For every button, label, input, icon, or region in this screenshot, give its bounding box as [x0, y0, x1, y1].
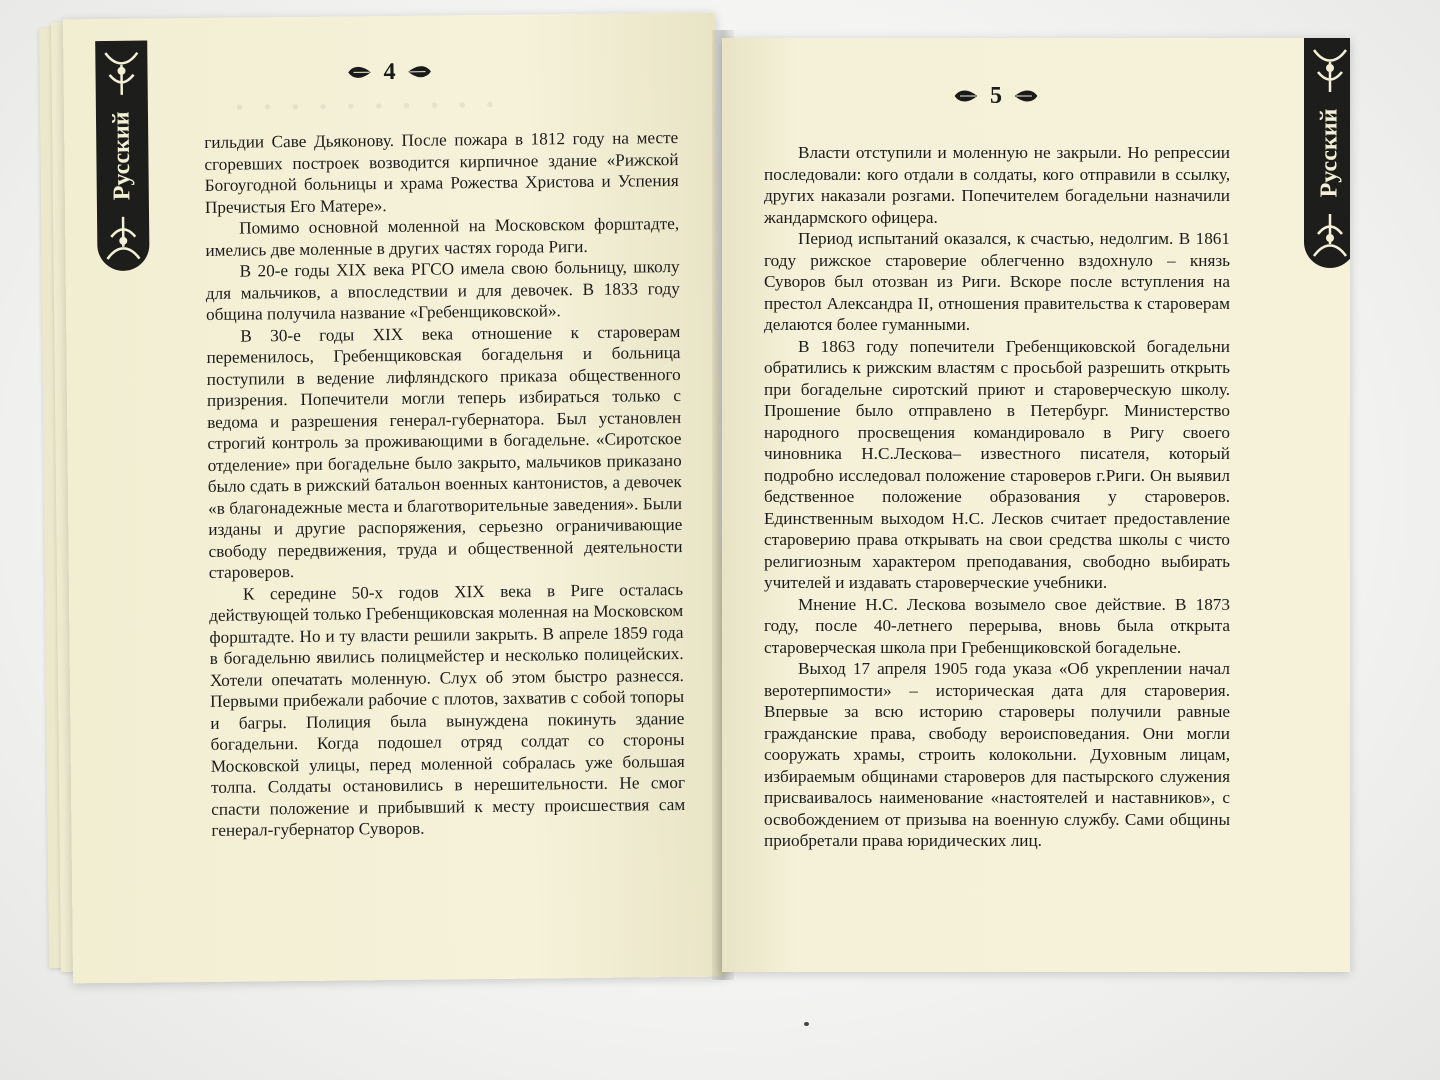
paragraph: В 20-е годы XIX века РГСО имела свою больницу, школу для мальчиков, а впоследствии и для девочек. В 1833 году община получила название «Гребенщиковской».: [205, 256, 680, 324]
paragraph: В 30-е годы XIX века отношение к староверам переменилось, Гребенщиковская богадельня и больница поступили в ведение лифляндского приказа общественного призрения. Попечители могли теперь избираться только с ведома и разрешения генерал-губернатора. Был установлен строгий контроль за проживающими в богадельне. «Сиротское отделение» при богадельне было закрыто, мальчиков приказано было сдать в рижский батальон военных кантонистов, а девочек «в благонадежные места и благотворительные заведения». Были изданы и другие распоряжения, серьезно ограничивающие свободу передвижения, труда и общественной деятельности староверов.: [206, 321, 683, 582]
tab-label: Русский: [1316, 108, 1343, 198]
page-header: [63, 55, 715, 90]
paragraph: Выход 17 апреля 1905 года указа «Об укреплении начал веротерпимости» – историческая дата для староверия. Впервые за всю историю староверы получили равные гражданские права, свободу вероисповедания. Они могли сооружать храмы, строить колокольни. Духовным лицам, избираемым общинами староверов для пастырского служения присваивалось наименование «настоятелей и наставников», с освобождением от призыва на военную службу. Сами общины приобретали права юридических лиц.: [764, 659, 1230, 850]
body-text: [764, 142, 1230, 852]
tab-label: Русский: [108, 111, 136, 201]
body-text: [204, 127, 685, 841]
paragraph: Помимо основной моленной на Московском форштадте, имелись две моленные в других частях города Риги.: [205, 213, 680, 260]
ornament-icon: [97, 213, 150, 268]
show-through-text: · · · · · · · · · ·: [233, 86, 500, 127]
ornament-icon: [1304, 42, 1350, 96]
leaf-ornament-icon: [952, 87, 980, 105]
page-number: 4: [383, 58, 396, 86]
right-page: [722, 38, 1350, 972]
paragraph: Период испытаний оказался, к счастью, недолгим. В 1861 году рижское староверие облегченно вздохнуло – князь Суворов был отозван из Риги. Вскоре после вступления на престол Александра II, отношения правительства к староверам делаются более гуманными.: [764, 229, 1230, 334]
paragraph: Мнение Н.С. Лескова возымело свое действие. В 1873 году, после 40-летнего перерыва, вновь была открыта староверческая школа при Гребенщиковской богадельне.: [764, 594, 1230, 657]
language-tab: [1304, 38, 1350, 268]
left-page: [63, 13, 725, 984]
ornament-icon: [1304, 210, 1350, 264]
page-number: 5: [990, 82, 1002, 109]
page-header: [722, 82, 1310, 110]
leaf-ornament-icon: [405, 63, 433, 81]
table-speck: [804, 1022, 809, 1026]
paragraph: гильдии Саве Дьяконову. После пожара в 1812 году на месте сгоревших построек возводится кирпичное здание «Рижской Богоугодной больницы и храма Рожества Христова и Успения Пречистыя Его Матере».: [204, 128, 679, 217]
paragraph: К середине 50-х годов XIX века в Риге осталась действующей только Гребенщиковская моленная на Московском форштадте. Но и ту власти решили закрыть. В апреле 1859 года в богадельню явились полицмейстер и несколько полицейских. Хотели опечатать моленную. Слух об этом быстро разнесся. Первыми прибежали рабочие с плотов, захватив с собой топоры и багры. Полиция была вынуждена покинуть здание богадельни. Когда подошел отряд солдат со стороны Московской улицы, перед моленной собралась уже большая толпа. Солдаты остановились в нерешительности. Не смог спасти положение и прибывший к месту происшествия сам генерал-губернатор Суворов.: [209, 579, 686, 840]
paragraph: Власти отступили и моленную не закрыли. Но репрессии последовали: кого отдали в солдаты, кого отправили в ссылку, других наказали розгами. Попечителем богадельни назначили жандармского офицера.: [764, 143, 1230, 227]
paragraph: В 1863 году попечители Гребенщиковской богадельни обратились к рижским властям с просьбой разрешить открыть при богадельне сиротский приют и староверческую школу. Прошение было отправлено в Петербург. Министерство народного просвещения командировало в Ригу своего чиновника Н.С.Лескова– известного писателя, который подробно исследовал положение староверов г.Риги. Он выявил бедственное положение образования у староверов. Единственным выходом Н.С. Лесков считает предоставление староверию права открывать на свои средства школы с чисто религиозным характером преподавания, свободно выбирать учителей и издавать староверческие учебники.: [764, 336, 1230, 592]
leaf-ornament-icon: [1012, 87, 1040, 105]
leaf-ornament-icon: [345, 64, 373, 82]
